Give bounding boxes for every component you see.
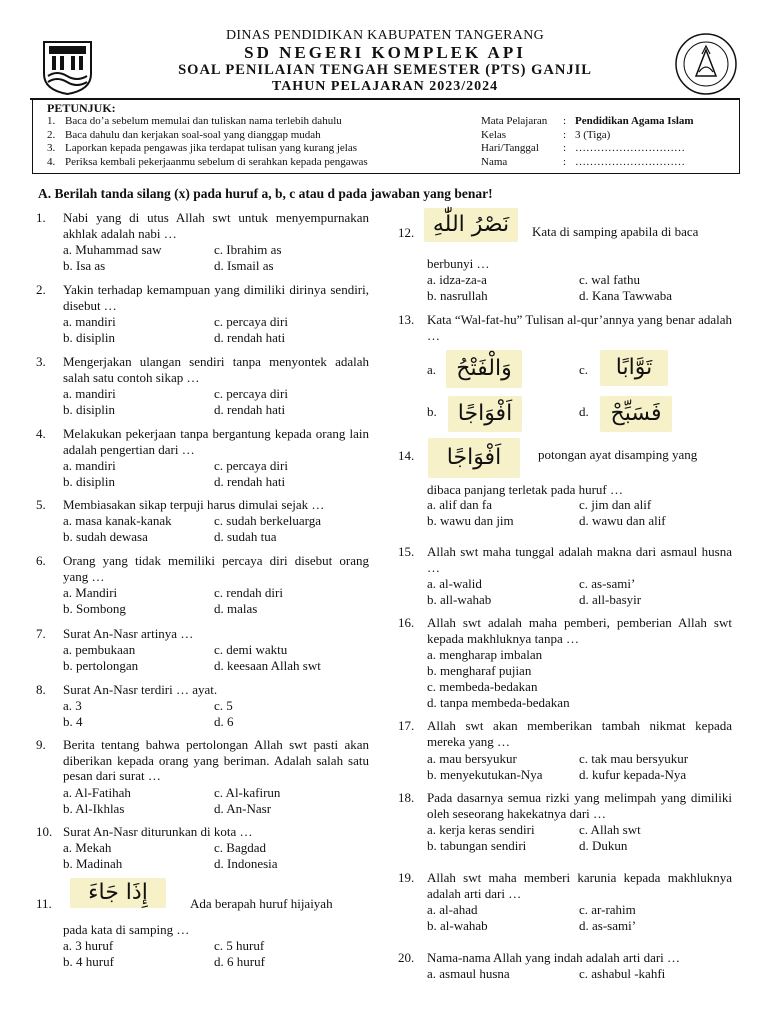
option-b[interactable]: b. [427,404,437,419]
option-c[interactable]: c. sudah berkeluarga [214,513,321,528]
option-b[interactable]: b. disiplin [63,330,116,345]
option-d[interactable]: d. tanpa membeda-bedakan [427,695,570,710]
academic-year: TAHUN PELAJARAN 2023/2024 [271,79,499,94]
option-d[interactable]: d. [579,404,589,419]
option-d[interactable]: d. rendah hati [214,402,286,417]
option-c[interactable]: c. 5 huruf [214,938,265,953]
option-c[interactable]: c. Allah swt [579,822,641,837]
option-d[interactable]: d. all-basyir [579,592,642,607]
option-d[interactable]: d. Indonesia [214,856,278,871]
option-b[interactable]: b. Madinah [63,856,123,871]
option-b[interactable]: b. Isa as [63,258,106,273]
instructions-box [32,98,740,174]
info-class: Kelas : 3 (Tiga) [481,128,611,141]
option-d[interactable]: d. as-sami’ [579,918,637,933]
option-d[interactable]: d. Ismail as [214,258,274,273]
option-c[interactable]: c. percaya diri [214,386,288,401]
option-c[interactable]: c. jim dan alif [579,497,652,512]
option-b[interactable]: b. wawu dan jim [427,513,514,528]
option-d[interactable]: d. kufur kepada-Nya [579,767,687,782]
option-c[interactable]: c. rendah diri [214,585,283,600]
option-a-arabic[interactable]: وَالْفَتْحُ [446,350,522,388]
letterhead [30,28,740,98]
question-13: 13. Kata “Wal-fat-hu” Tulisan al-qur’annya yang benar adalah … a. وَالْفَتْحُ c. تَوَّابًا b. اَفْوَاجًا d. فَسَبِّحْ [398,312,732,432]
instruction-item: 2. Baca dahulu dan kerjakan soal-soal yang dianggap mudah [47,128,321,141]
option-c[interactable]: c. tak mau bersyukur [579,751,689,766]
option-b[interactable]: b. pertolongan [63,658,139,673]
option-a[interactable]: a. mandiri [63,458,116,473]
info-name: Nama : ………………………… [481,155,685,168]
info-subject: Mata Pelajaran : Pendidikan Agama Islam [481,115,694,127]
option-b[interactable]: b. all-wahab [427,592,492,607]
option-c[interactable]: c. percaya diri [214,458,288,473]
option-b[interactable]: b. 4 [63,714,83,729]
option-a[interactable]: a. Muhammad saw [63,242,162,257]
instruction-item: 1. Baca do’a sebelum memulai dan tuliskan nama terlebih dahulu [47,115,342,127]
option-a[interactable]: a. al-walid [427,576,482,591]
option-d[interactable]: d. Dukun [579,838,628,853]
option-b[interactable]: b. Sombong [63,601,126,616]
option-d[interactable]: d. rendah hati [214,330,286,345]
option-a[interactable]: a. Mandiri [63,585,118,600]
instruction-item: 4. Periksa kembali pekerjaanmu sebelum di serahkan kepada pengawas [47,155,368,168]
exam-page: DINAS PENDIDIKAN KABUPATEN TANGERANG SD NEGERI KOMPLEK API SOAL PENILAIAN TENGAH SEMESTER (PTS) GANJIL TAHUN PELAJARAN 2023/2024 PETUNJUK: 1. Baca do’a sebelum memulai dan tuliskan nama terlebih dahulu 2. Baca dahulu dan kerjakan soal-soal yang dianggap mudah 3. Laporkan kepada pengawas jika terdapat tulisan yang kurang jelas 4. Periksa kembali pekerjaanmu sebelum di serahkan kepada pengawas Mata Pelajaran : Pendidikan Agama Islam Kelas : 3 (Tiga) Hari/Tanggal : ………………………… Nama : ………………………… A. Berilah tanda silang (x) pada huruf a, b, c atau d pada jawaban yang benar! 1. Nabi yang di utus Allah swt untuk menyempurnakan akhlak adalah nabi … a. Muhammad saw c. Ibrahim as b. Isa as d. Ismail as 2. Yakin terhadap kemampuan yang dimiliki dirinya sendiri, disebut … a. mandiri c. percaya diri b. disiplin d. rendah hati 3. Mengerjakan ulangan sendiri tanpa menyontek adalah salah satu contoh sikap … a. mandiri c. percaya diri b. disiplin d. rendah hati 4. Melakukan pekerjaan tanpa bergantung kepada orang lain adalah pengertian dari … a. mandiri c. percaya diri b. disiplin d. rendah hati 5. Membiasakan sikap terpuji harus dimulai sejak … a. masa kanak-kanak c. sudah berkeluarga b. sudah dewasa d. sudah tua 6. Orang yang tidak memiliki percaya diri disebut orang yang … a. Mandiri c. rendah diri b. Sombong d. malas 7. Surat An-Nasr artinya … a. pembukaan c. demi waktu b. pertolongan d. keesaan Allah swt 8. Surat An-Nasr terdiri … ayat. a. 3 c. 5 b. 4 d. 6 9. Berita tentang bahwa pertolongan Allah swt pasti akan diberikan kepada orang yang beriman. Adalah salah satu pesan dari surat … a. Al-Fatihah c. Al-kafirun b. Al-Ikhlas d. An-Nasr 10. Surat An-Nasr diturunkan di kota … a. Mekah c. Bagdad b. Madinah d. Indonesia 11. إِذَا جَاءَ Ada berapah huruf hijaiyah pada kata di samping … a. 3 huruf c. 5 huruf b. 4 huruf d. 6 huruf 12. نَصْرُ اللّٰهِ Kata di samping apabila di baca berbunyi … a. idza-za-a c. wal fathu b. nasrullah d. Kana Tawwaba 13. Kata “Wal-fat-hu” Tulisan al-qur’annya yang benar adalah … a. وَالْفَتْحُ c. تَوَّابًا b. اَفْوَاجًا d. فَسَبِّحْ 14. اَفْوَاجًا potongan ayat disamping yang dibaca panjang terletak pada huruf … a. alif dan fa c. jim dan alif b. wawu dan jim d. wawu dan alif 15. Allah swt maha tunggal adalah makna dari asmaul husna … a. al-walid c. as-sami’ b. all-wahab d. all-basyir 16. Allah swt adalah maha pemberi, pemberian Allah swt kepada makhluknya tanpa … a. mengharap imbalan b. mengharaf pujian c. membeda-bedakan d. tanpa membeda-bedakan 17. Allah swt akan memberikan tambah nikmat kepada mereka yang … a. mau bersyukur c. tak mau bersyukur b. menyekutukan-Nya d. kufur kepada-Nya 18. Pada dasarnya semua rizki yang melimpah yang dimiliki oleh seseorang hakekatnya dari … a. kerja keras sendiri c. Allah swt b. tabungan sendiri d. Dukun 19. Allah swt maha memberi karunia kepada makhluknya adalah arti dari … a. al-ahad c. ar-rahim b. al-wahab d. as-sami’ 20. Nama-nama Allah yang indah adalah arti dari … a. asmaul husna c. ashabul -kahfi [0,0,768,1024]
option-d[interactable]: d. malas [214,601,258,616]
option-c[interactable]: c. percaya diri [214,314,288,329]
option-a[interactable]: a. Mekah [63,840,112,855]
question-12: 12. نَصْرُ اللّٰهِ Kata di samping apabila di baca berbunyi … a. idza-za-a c. wal fathu b. nasrullah d. Kana Tawwaba [398,208,732,304]
tut-wuri-handayani-logo-icon [672,32,740,96]
arabic-word-image: إِذَا جَاءَ [70,878,166,908]
option-c[interactable]: c. [579,362,589,377]
option-a[interactable]: a. 3 [63,698,82,713]
option-c[interactable]: c. wal fathu [579,272,641,287]
option-c[interactable]: c. 5 [214,698,233,713]
option-a[interactable]: a. masa kanak-kanak [63,513,172,528]
agency-name: DINAS PENDIDIKAN KABUPATEN TANGERANG [225,28,545,43]
option-b[interactable]: b. mengharaf pujian [427,663,532,678]
option-b[interactable]: b. al-wahab [427,918,488,933]
letterhead-text [110,28,660,95]
instructions-list [47,115,368,169]
option-d[interactable]: d. 6 [214,714,234,729]
option-a[interactable]: a. idza-za-a [427,272,487,287]
option-d[interactable]: d. keesaan Allah swt [214,658,321,673]
tangerang-regency-logo-icon [40,36,95,96]
option-b[interactable]: b. Al-Ikhlas [63,801,125,816]
option-a[interactable]: a. alif dan fa [427,497,492,512]
arabic-word-image: نَصْرُ اللّٰهِ [424,208,518,242]
option-a[interactable]: a. mengharap imbalan [427,647,543,662]
option-b-arabic[interactable]: اَفْوَاجًا [448,396,522,432]
question-12-text-2: berbunyi … [427,256,490,271]
option-c[interactable]: c. ashabul -kahfi [579,966,666,981]
question-14-text-2: dibaca panjang terletak pada huruf … [427,482,623,497]
option-c[interactable]: c. Ibrahim as [214,242,282,257]
option-a[interactable]: a. Al-Fatihah [63,785,131,800]
option-a[interactable]: a. kerja keras sendiri [427,822,535,837]
option-c[interactable]: c. membeda-bedakan [427,679,538,694]
option-d[interactable]: d. rendah hati [214,474,286,489]
instructions-title: PETUNJUK: [47,101,116,115]
arabic-word-image: اَفْوَاجًا [428,438,520,478]
question-11: 11. إِذَا جَاءَ Ada berapah huruf hijaiyah pada kata di samping … a. 3 huruf c. 5 huruf b. 4 huruf d. 6 huruf [36,880,333,969]
option-b[interactable]: b. tabungan sendiri [427,838,527,853]
question-11-text-2: pada kata di samping … [63,922,190,937]
option-a[interactable]: a. mau bersyukur [427,751,517,766]
question-11-text-1: Ada berapah huruf hijaiyah [190,896,333,911]
exam-info [481,115,694,169]
option-c[interactable]: c. demi waktu [214,642,288,657]
option-c[interactable]: c. Al-kafirun [214,785,281,800]
option-b[interactable]: b. 4 huruf [63,954,114,969]
option-d[interactable]: d. An-Nasr [214,801,272,816]
option-b[interactable]: b. menyekutukan-Nya [427,767,543,782]
instruction-item: 3. Laporkan kepada pengawas jika terdapat tulisan yang kurang jelas [47,142,357,154]
option-d[interactable]: d. 6 huruf [214,954,265,969]
question-14-text-1: potongan ayat disamping yang [538,447,698,462]
option-c[interactable]: c. as-sami’ [579,576,636,591]
option-c-arabic[interactable]: تَوَّابًا [600,350,668,386]
option-d[interactable]: d. Kana Tawwaba [579,288,673,303]
option-a[interactable]: a. pembukaan [63,642,136,657]
option-c[interactable]: c. Bagdad [214,840,266,855]
option-b[interactable]: b. disiplin [63,402,116,417]
option-b[interactable]: b. nasrullah [427,288,488,303]
option-b[interactable]: b. sudah dewasa [63,529,148,544]
option-d[interactable]: d. wawu dan alif [579,513,666,528]
question-12-text-1: Kata di samping apabila di baca [532,224,699,239]
option-a[interactable]: a. mandiri [63,314,116,329]
exam-title: SOAL PENILAIAN TENGAH SEMESTER (PTS) GANJIL [178,62,592,78]
school-name: SD NEGERI KOMPLEK API [244,43,526,62]
info-date: Hari/Tanggal : ………………………… [481,142,685,154]
option-a[interactable]: a. [427,362,437,377]
option-b[interactable]: b. disiplin [63,474,116,489]
section-a-heading: A. Berilah tanda silang (x) pada huruf a, b, c atau d pada jawaban yang benar! [38,186,493,201]
option-a[interactable]: a. 3 huruf [63,938,114,953]
option-a[interactable]: a. mandiri [63,386,116,401]
option-a[interactable]: a. al-ahad [427,902,478,917]
option-d[interactable]: d. sudah tua [214,529,277,544]
question-14: 14. اَفْوَاجًا potongan ayat disamping yang dibaca panjang terletak pada huruf … a. alif dan fa c. jim dan alif b. wawu dan jim d. wawu dan alif [398,438,732,532]
option-d-arabic[interactable]: فَسَبِّحْ [600,396,672,432]
option-a[interactable]: a. asmaul husna [427,966,510,981]
option-c[interactable]: c. ar-rahim [579,902,636,917]
